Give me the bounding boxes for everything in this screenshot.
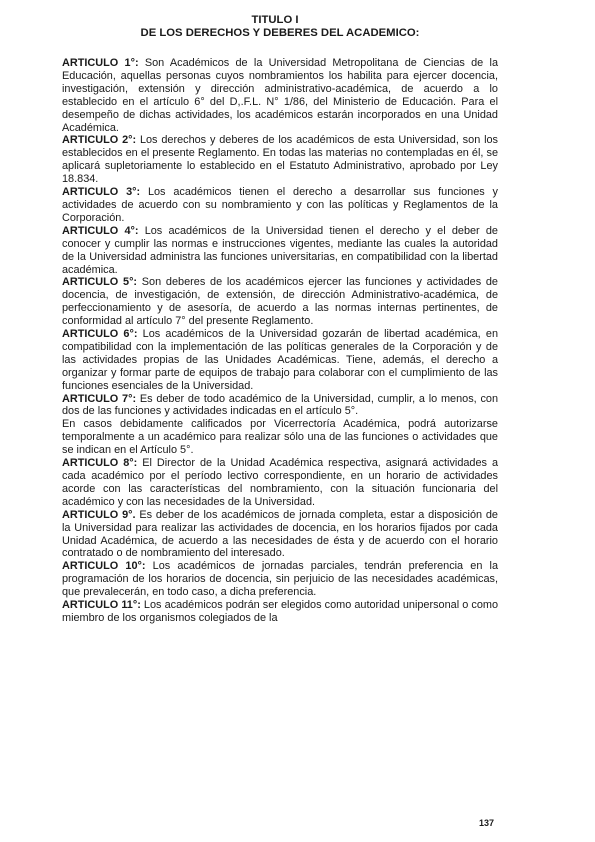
article-2	[62, 134, 498, 186]
article-7	[62, 393, 498, 419]
article-text: Los académicos tienen el derecho a desarrollar sus funciones y actividades de acuerdo con su nombramiento y con las políticas y Reglamentos de la Corporación.	[62, 186, 499, 224]
article-text: Los académicos de la Universidad gozarán de libertad académica, en compatibilidad con la implementación de las políticas generales de la Corporación y de las actividades propias de las Unidades Académicas. Tiene, además, el derecho a organizar y formar parte de equipos de trabajo para colaborar con el cumplimiento de las funciones esenciales de la Universidad.	[62, 328, 498, 392]
article-4	[62, 225, 498, 277]
article-label: ARTICULO 9°.	[62, 508, 136, 521]
article-7-continuation	[62, 418, 498, 457]
article-text: Es deber de los académicos de jornada completa, estar a disposición de la Universidad para realizar las actividades de docencia, en los horarios fijados por cada Unidad Académica, de acuerdo a las necesidades de ésta y de acuerdo con el horario contratado o de nombramiento del interesado.	[62, 508, 498, 560]
article-label: ARTICULO 8°:	[62, 457, 138, 470]
article-text: Es deber de todo académico de la Universidad, cumplir, a lo menos, con dos de las funciones y actividades indicadas en el artículo 5°.	[62, 392, 499, 418]
article-1	[62, 57, 498, 134]
article-text: En casos debidamente calificados por Vicerrectoría Académica, podrá autorizarse temporalmente a un académico para realizar sólo una de las funciones o actividades que se indican en el Artículo 5°.	[62, 418, 498, 457]
article-8	[62, 457, 498, 509]
article-label: ARTICULO 1°:	[62, 57, 139, 69]
article-text: Los derechos y deberes de los académicos de esta Universidad, son los establecidos en el presente Reglamento. En todas las materias no contempladas en él, se aplicará supletoriamente lo establecido en el Estatuto Administrativo, aprobado por Ley 18.834.	[62, 134, 498, 186]
article-6	[62, 328, 498, 393]
title-line-1: TITULO I	[251, 14, 299, 26]
article-label: ARTICULO 10°:	[62, 560, 146, 573]
title-line-2: DE LOS DERECHOS Y DEBERES DEL ACADEMICO:	[140, 27, 420, 39]
document-page	[62, 14, 498, 625]
page-number: 137	[479, 818, 495, 828]
article-label: ARTICULO 4°:	[62, 224, 139, 237]
article-text: Los académicos de jornadas parciales, tendrán preferencia en la programación de los horarios de docencia, sin perjuicio de las necesidades académicas, que prevalecerán, en todo caso, a dicha preferencia.	[62, 560, 498, 599]
article-9	[62, 509, 498, 561]
article-label: ARTICULO 11°:	[62, 599, 141, 612]
article-label: ARTICULO 2°:	[62, 134, 137, 147]
article-label: ARTICULO 7°:	[62, 392, 137, 405]
article-text: Son Académicos de la Universidad Metropolitana de Ciencias de la Educación, aquellas personas cuyos nombramientos los habilita para ejercer docencia, investigación, extensión y dirección administrativo-académica, de acuerdo a lo establecido en el artículo 6° del D,.F.L. N° 1/86, del Ministerio de Educación. Para el desempeño de dichas actividades, los académicos estarán incorporados en una Unidad Académica.	[62, 57, 498, 134]
article-text: El Director de la Unidad Académica respectiva, asignará actividades a cada académico por el período lectivo correspondiente, en un horario de actividades acorde con las características del nombramiento, con la situación funcionaria del académico y con las necesidades de la Universidad.	[62, 457, 499, 508]
article-label: ARTICULO 3°:	[62, 186, 141, 199]
article-label: ARTICULO 6°:	[62, 328, 138, 341]
title-spacer	[62, 40, 498, 57]
article-text: Los académicos podrán ser elegidos como autoridad unipersonal o como miembro de los organismos colegiados de la	[62, 599, 499, 624]
article-text: Son deberes de los académicos ejercer las funciones y actividades de docencia, de investigación, de extensión, de dirección Administrativo-académica, de perfeccionamiento y de asesoría, de acuerdo a las normas internas pertinentes, de conformidad al artículo 7° del presente Reglamento.	[62, 276, 498, 328]
article-11	[62, 599, 498, 625]
article-5	[62, 276, 498, 328]
article-text: Los académicos de la Universidad tienen el derecho y el deber de conocer y cumplir las normas e instrucciones vigentes, mediante las cuales la autoridad de la Universidad administra las funciones universitarias, en compatibilidad con la libertad académica.	[62, 224, 498, 276]
article-label: ARTICULO 5°:	[62, 276, 138, 289]
article-3	[62, 186, 498, 225]
article-10	[62, 560, 498, 599]
